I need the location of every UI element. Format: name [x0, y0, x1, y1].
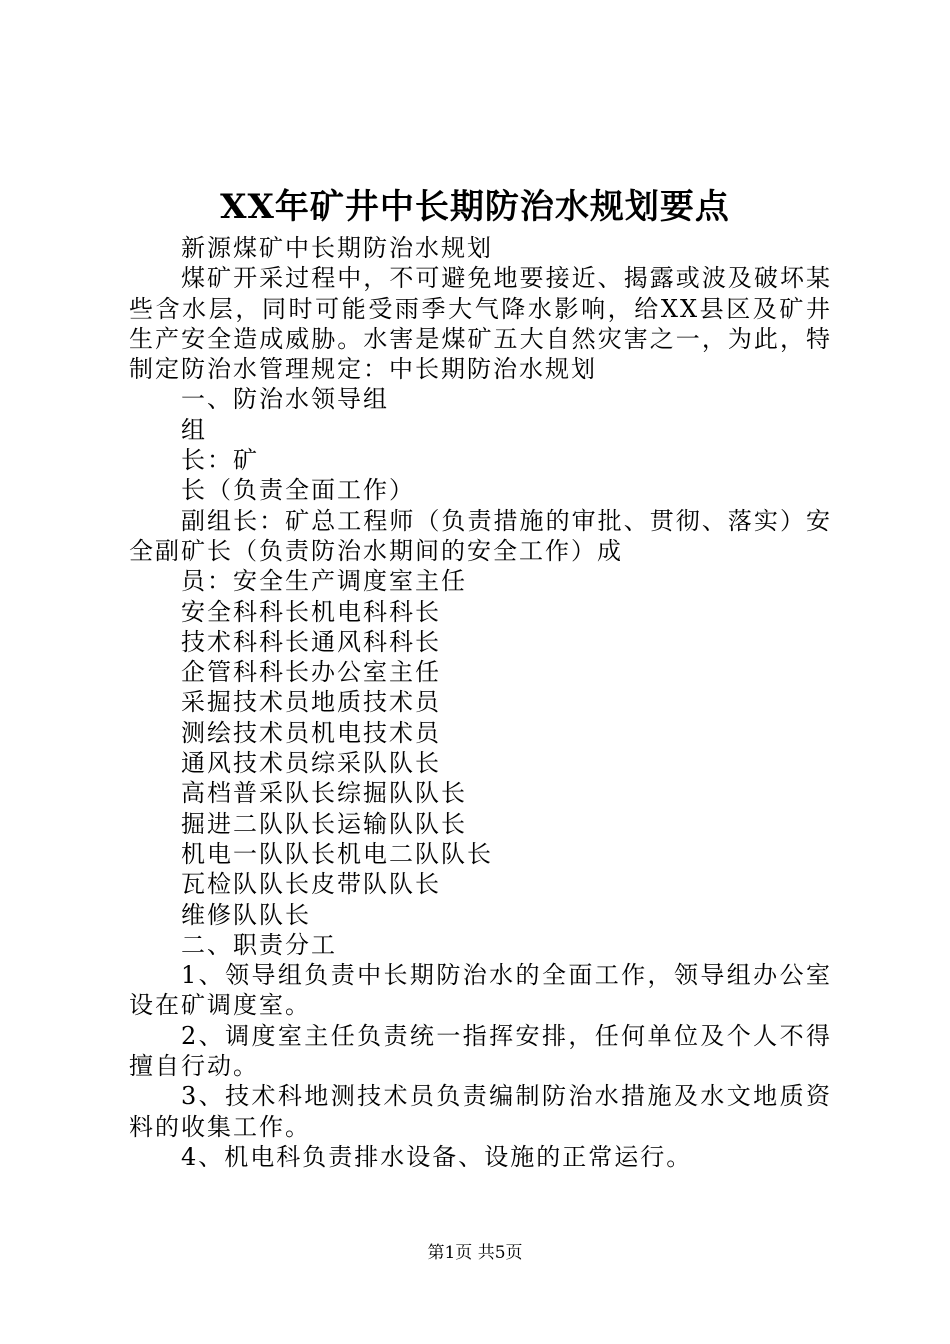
paragraph: 长（负责全面工作）: [181, 476, 415, 505]
paragraph: 长：矿: [181, 446, 259, 475]
paragraph: 掘进二队队长运输队队长: [181, 809, 467, 838]
paragraph: 瓦检队队长皮带队队长: [181, 870, 441, 899]
paragraph: 组: [181, 415, 207, 444]
paragraph: 高档普采队长综掘队队长: [181, 779, 467, 808]
paragraph: 二、职责分工: [181, 930, 337, 959]
paragraph: 煤矿开采过程中，不可避免地要接近、揭露或波及破坏某些含水层，同时可能受雨季大气降水影响，给XX县区及矿井生产安全造成威胁。水害是煤矿五大自然灾害之一，为此，特制定防治水管理规定：中长期防治水规划: [129, 264, 832, 384]
paragraph: 企管科科长办公室主任: [181, 658, 441, 687]
paragraph: 维修队队长: [181, 900, 311, 929]
paragraph: 员：安全生产调度室主任: [181, 567, 467, 596]
paragraph: 通风技术员综采队队长: [181, 749, 441, 778]
paragraph: 3、技术科地测技术员负责编制防治水措施及水文地质资料的收集工作。: [129, 1082, 832, 1141]
paragraph: 测绘技术员机电技术员: [181, 718, 441, 747]
page-footer: 第1页 共5页: [427, 1243, 523, 1263]
paragraph: 安全科科长机电科科长: [181, 597, 441, 626]
paragraph: 2、调度室主任负责统一指挥安排，任何单位及个人不得擅自行动。: [129, 1021, 832, 1081]
paragraph: 一、防治水领导组: [181, 385, 389, 414]
paragraph: 新源煤矿中长期防治水规划: [181, 234, 493, 262]
paragraph: 采掘技术员地质技术员: [181, 688, 441, 717]
paragraph: 技术科科长通风科科长: [181, 627, 441, 656]
document-body: [129, 233, 832, 1172]
paragraph: 副组长：矿总工程师（负责措施的审批、贯彻、落实）安全副矿长（负责防治水期间的安全工作）成: [129, 506, 832, 565]
paragraph: 1、领导组负责中长期防治水的全面工作，领导组办公室设在矿调度室。: [129, 961, 832, 1020]
paragraph: 机电一队队长机电二队队长: [181, 839, 493, 868]
paragraph: 4、机电科负责排水设备、设施的正常运行。: [181, 1142, 693, 1171]
document-title: XX年矿井中长期防治水规划要点: [220, 187, 730, 227]
